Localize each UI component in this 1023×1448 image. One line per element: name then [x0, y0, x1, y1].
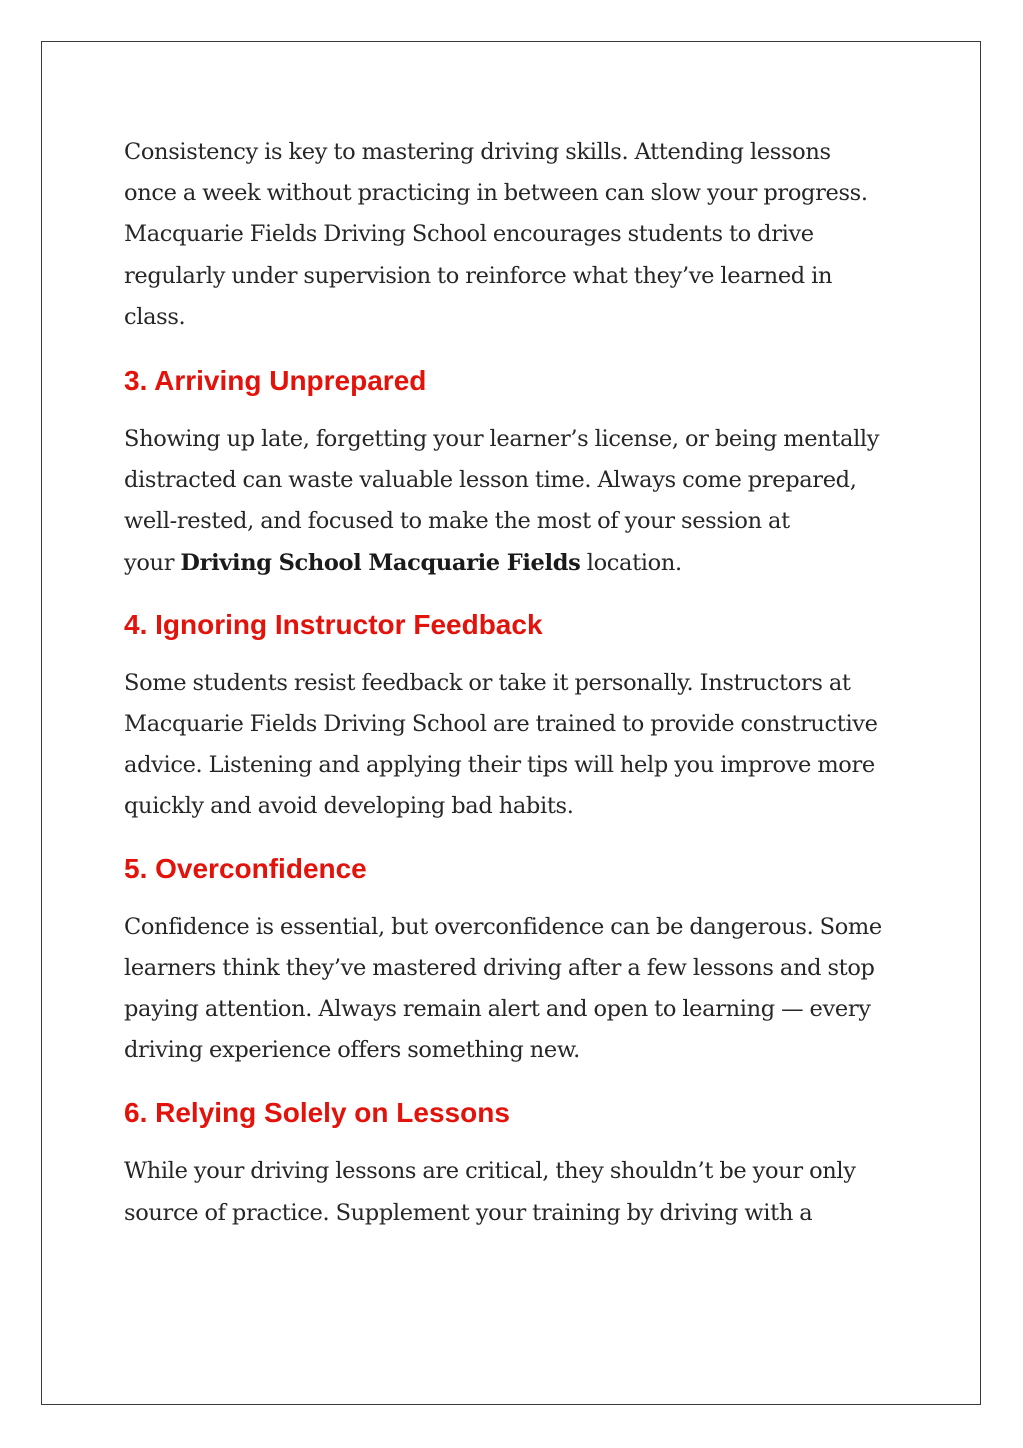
text-line: well-rested, and focused to make the most of your session at [124, 508, 790, 535]
ignoring-feedback-paragraph [124, 663, 904, 828]
section-heading-ignoring-feedback: 4. Ignoring Instructor Feedback [124, 608, 543, 640]
text-line: Confidence is essential, but overconfidence can be dangerous. Some [124, 913, 882, 940]
intro-paragraph [124, 132, 904, 338]
section-heading-overconfidence: 5. Overconfidence [124, 852, 367, 884]
text-line: class. [124, 303, 186, 330]
text-line: source of practice. Supplement your training by driving with a [124, 1199, 813, 1226]
text-line: learners think they’ve mastered driving after a few lessons and stop [124, 954, 875, 981]
text-line: regularly under supervision to reinforce what they’ve learned in [124, 262, 833, 289]
bold-business-name: Driving School Macquarie Fields [180, 549, 581, 576]
arriving-unprepared-paragraph [124, 419, 904, 584]
overconfidence-paragraph [124, 907, 904, 1072]
text-line: advice. Listening and applying their tips will help you improve more [124, 752, 875, 779]
document-content [124, 132, 904, 1234]
text-fragment: location. [580, 549, 682, 576]
section-heading-arriving-unprepared: 3. Arriving Unprepared [124, 365, 427, 397]
text-line [124, 543, 904, 584]
text-line: distracted can waste valuable lesson time. Always come prepared, [124, 467, 857, 494]
relying-on-lessons-paragraph [124, 1151, 904, 1233]
text-line: Showing up late, forgetting your learner’s license, or being mentally [124, 426, 880, 453]
text-fragment: your [124, 549, 181, 576]
text-line: driving experience offers something new. [124, 1037, 580, 1064]
text-line: Macquarie Fields Driving School are trained to provide constructive [124, 711, 878, 738]
text-line: once a week without practicing in between can slow your progress. [124, 180, 868, 207]
text-line: paying attention. Always remain alert and open to learning — every [124, 996, 871, 1023]
text-line: Macquarie Fields Driving School encourages students to drive [124, 221, 814, 248]
section-heading-relying-on-lessons: 6. Relying Solely on Lessons [124, 1097, 510, 1129]
text-line: Consistency is key to mastering driving skills. Attending lessons [124, 139, 831, 165]
text-line: quickly and avoid developing bad habits. [124, 793, 574, 820]
text-line: Some students resist feedback or take it personally. Instructors at [124, 669, 851, 696]
text-line: While your driving lessons are critical, they shouldn’t be your only [124, 1158, 856, 1185]
